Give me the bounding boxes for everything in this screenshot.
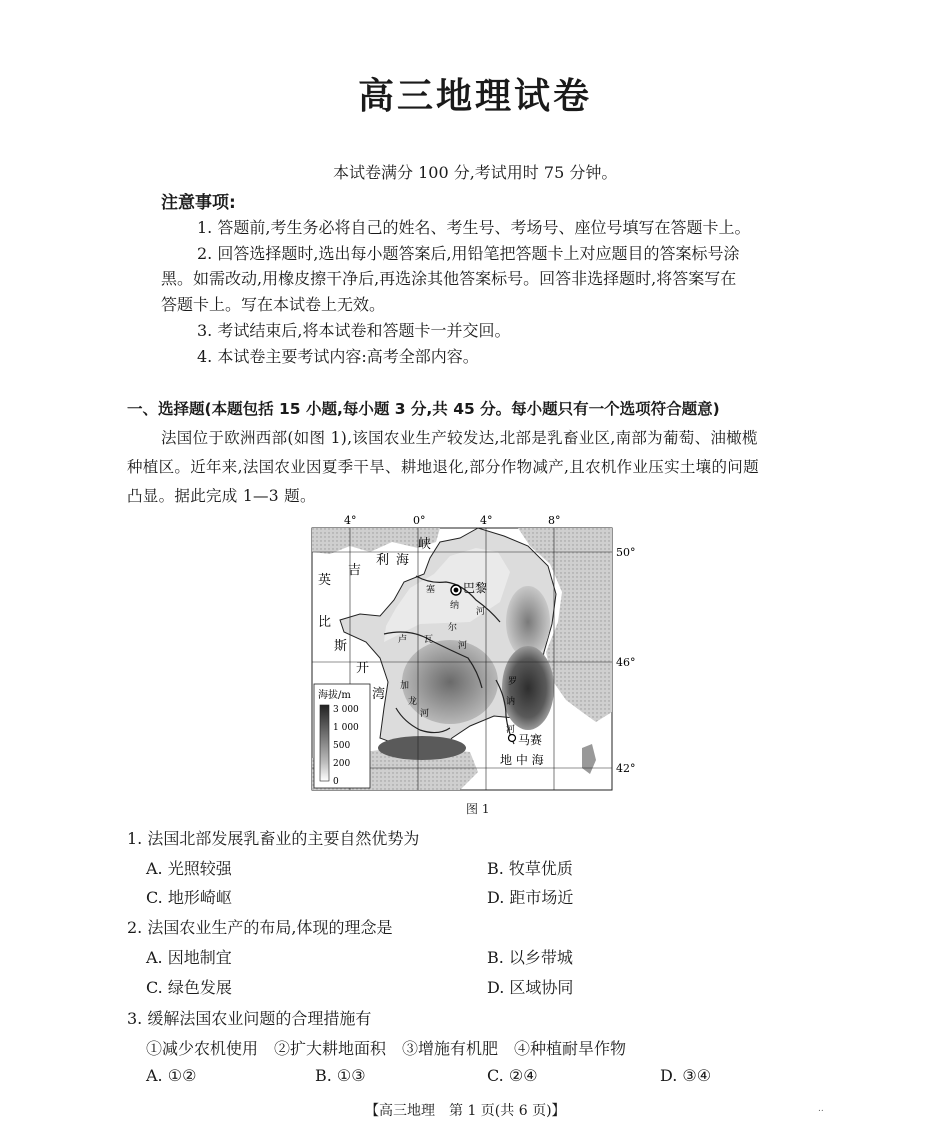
q3-option-c: C. ②④ [487,1066,538,1085]
q3-statements: ①减少农机使用 ②扩大耕地面积 ③增施有机肥 ④种植耐旱作物 [146,1039,627,1058]
seine-label: 纳 [450,601,460,611]
biscay-label: 开 [356,661,370,676]
q1-option-b: B. 牧草优质 [487,859,573,878]
lat-label: 50° [616,546,636,559]
loire-label: 尔 [448,623,458,633]
passage-line-1: 法国位于欧洲西部(如图 1),该国农业生产较发达,北部是乳畜业区,南部为葡萄、油橄榄 [161,429,758,447]
england-label: 英 [318,573,332,588]
england-label: 吉 [348,563,362,578]
lon-label: 8° [548,514,561,527]
garonne-label: 加 [400,681,410,691]
garonne-label: 河 [420,709,430,719]
biscay-label: 比 [318,615,332,630]
france-map [300,512,645,794]
lat-label: 46° [616,656,636,669]
lon-label: 0° [413,514,426,527]
notice-item-2-line3: 答题卡上。写在本试卷上无效。 [161,295,386,314]
q3-stem: 3. 缓解法国农业问题的合理措施有 [127,1009,372,1028]
passage-line-2: 种植区。近年来,法国农业因夏季干旱、耕地退化,部分作物减产,且农机作业压实土壤的问题 [127,458,759,476]
exam-info: 本试卷满分 100 分,考试用时 75 分钟。 [333,163,618,182]
q3-option-d: D. ③④ [660,1066,712,1085]
lat-label: 42° [616,762,636,775]
marseille-label: 马赛 [518,733,543,747]
page-title: 高三地理试卷 [357,76,592,117]
q2-option-a: A. 因地制宜 [146,948,232,967]
mediterranean-label: 地 中 海 [500,753,544,767]
notice-item-4: 4. 本试卷主要考试内容:高考全部内容。 [197,347,479,366]
corner-mark: .. [818,1104,824,1114]
q2-stem: 2. 法国农业生产的布局,体现的理念是 [127,918,393,937]
channel-label: 利 [376,553,390,568]
q2-option-d: D. 区域协同 [487,978,574,997]
channel-label: 海 [396,553,410,568]
lon-label: 4° [344,514,357,527]
notice-item-2-line1: 2. 回答选择题时,选出每小题答案后,用铅笔把答题卡上对应题目的答案标号涂 [197,244,740,263]
seine-label: 塞 [426,585,436,595]
legend-value: 1 000 [333,723,359,733]
notice-item-1: 1. 答题前,考生务必将自己的姓名、考生号、考场号、座位号填写在答题卡上。 [197,218,751,237]
garonne-label: 龙 [408,697,418,707]
notice-heading: 注意事项: [161,193,236,213]
q3-option-a: A. ①② [146,1066,197,1085]
q1-option-a: A. 光照较强 [146,859,232,878]
elevation-legend [314,684,370,788]
q1-option-d: D. 距市场近 [487,888,574,907]
biscay-label: 湾 [372,687,386,702]
q2-option-c: C. 绿色发展 [146,978,232,997]
seine-label: 河 [476,607,486,617]
legend-value: 500 [333,741,351,751]
loire-label: 河 [458,641,468,651]
legend-value: 3 000 [333,705,359,715]
channel-label: 峡 [418,537,432,552]
legend-title: 海拔/m [318,690,351,701]
page-footer: 【高三地理 第 1 页(共 6 页)】 [365,1103,566,1119]
lon-label: 4° [480,514,493,527]
q3-option-b: B. ①③ [315,1066,366,1085]
rhone-label: 罗 [508,677,518,687]
legend-value: 0 [333,777,339,787]
notice-item-2-line2: 黑。如需改动,用橡皮擦干净后,再选涂其他答案标号。回答非选择题时,将答案写在 [161,269,737,288]
loire-label: 瓦 [424,635,434,645]
loire-label: 卢 [398,635,408,645]
q1-stem: 1. 法国北部发展乳畜业的主要自然优势为 [127,829,420,848]
paris-label: 巴黎 [463,581,488,595]
rhone-label: 讷 [506,697,516,707]
q2-option-b: B. 以乡带城 [487,948,573,967]
figure-caption: 图 1 [466,802,490,816]
biscay-label: 斯 [334,639,348,654]
rhone-label: 河 [506,725,516,735]
marseille-marker [509,735,516,742]
section-heading: 一、选择题(本题包括 15 小题,每小题 3 分,共 45 分。每小题只有一个选项符合题意) [127,400,720,418]
legend-value: 200 [333,759,351,769]
passage-line-3: 凸显。据此完成 1—3 题。 [127,487,316,505]
q1-option-c: C. 地形崎岖 [146,888,232,907]
notice-item-3: 3. 考试结束后,将本试卷和答题卡一并交回。 [197,321,511,340]
